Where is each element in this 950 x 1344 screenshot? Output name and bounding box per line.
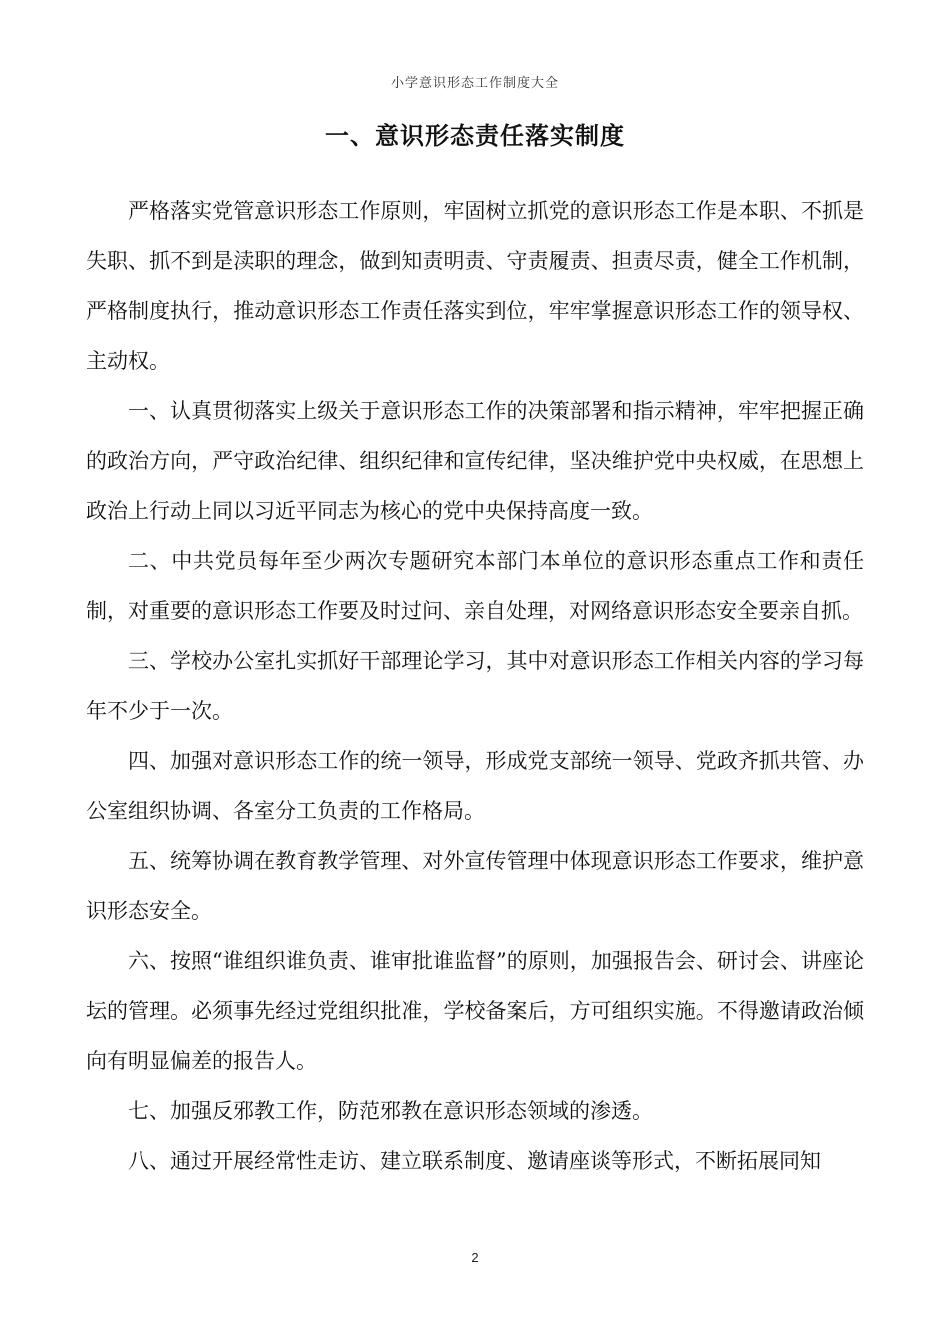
paragraph-item-2: 二、中共党员每年至少两次专题研究本部门本单位的意识形态重点工作和责任制，对重要的意识形态工作要及时过问、亲自处理，对网络意识形态安全要亲自抓。 (86, 549, 864, 623)
paragraph-intro: 严格落实党管意识形态工作原则，牢固树立抓党的意识形态工作是本职、不抓是失职、抓不到是渎职的理念，做到知责明责、守责履责、担责尽责，健全工作机制，严格制度执行，推动意识形态工作责任落实到位，牢牢掌握意识形态工作的领导权、主动权。 (86, 199, 864, 373)
paragraph-item-3: 三、学校办公室扎实抓好干部理论学习，其中对意识形态工作相关内容的学习每年不少于一次。 (86, 649, 864, 723)
running-header: 小学意识形态工作制度大全 (390, 76, 559, 91)
paragraph-item-7: 七、加强反邪教工作，防范邪教在意识形态领域的渗透。 (128, 1099, 653, 1123)
document-body (86, 186, 864, 1186)
page-number: 2 (471, 1250, 479, 1265)
paragraph-item-5: 五、统筹协调在教育教学管理、对外宣传管理中体现意识形态工作要求，维护意识形态安全。 (86, 849, 864, 923)
paragraph-item-4: 四、加强对意识形态工作的统一领导，形成党支部统一领导、党政齐抓共管、办公室组织协调、各室分工负责的工作格局。 (86, 749, 864, 823)
section-title: 一、意识形态责任落实制度 (325, 122, 625, 150)
paragraph-item-6: 六、按照“谁组织谁负责、谁审批谁监督”的原则，加强报告会、研讨会、讲座论坛的管理。必须事先经过党组织批准，学校备案后，方可组织实施。不得邀请政治倾向有明显偏差的报告人。 (86, 949, 864, 1073)
paragraph-item-8: 八、通过开展经常性走访、建立联系制度、邀请座谈等形式，不断拓展同知 (128, 1149, 821, 1173)
paragraph-item-1: 一、认真贯彻落实上级关于意识形态工作的决策部署和指示精神，牢牢把握正确的政治方向，严守政治纪律、组织纪律和宣传纪律，坚决维护党中央权威，在思想上政治上行动上同以习近平同志为核心的党中央保持高度一致。 (86, 399, 864, 523)
